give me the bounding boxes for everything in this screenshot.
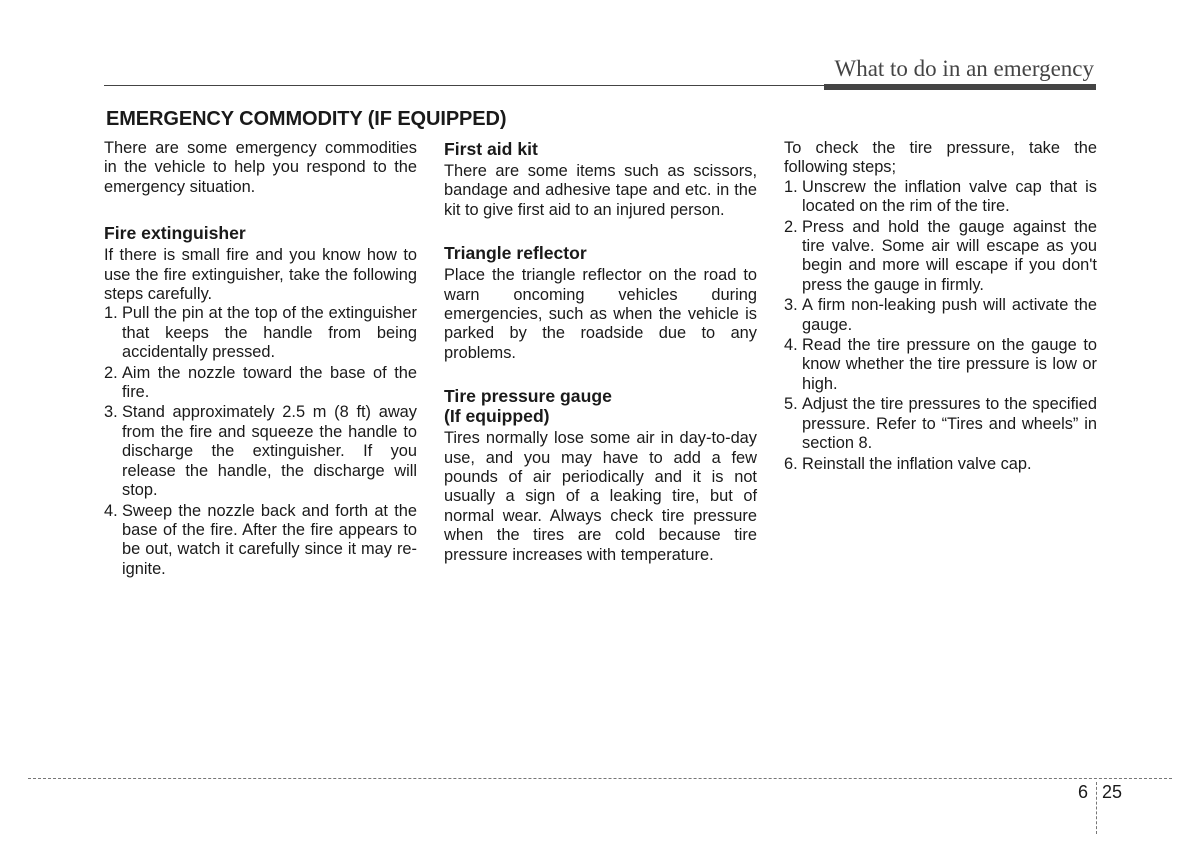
triangle-reflector-text: Place the triangle reflector on the road to warn oncoming vehicles during emergencies, such as when the vehicle is parked by the roadside due to any problems. xyxy=(444,266,757,362)
step-number: 2. xyxy=(104,363,118,382)
first-aid-kit-text: There are some items such as scissors, bandage and adhesive tape and etc. in the kit to give first aid to an injured person. xyxy=(444,162,757,219)
list-item xyxy=(104,502,417,580)
step-number: 6. xyxy=(784,454,798,473)
step-number: 1. xyxy=(784,177,798,196)
list-item xyxy=(784,178,1097,217)
step-text: Reinstall the inflation valve cap. xyxy=(802,454,1032,473)
list-item xyxy=(784,455,1097,474)
list-item xyxy=(784,296,1097,335)
list-item xyxy=(104,364,417,403)
column-middle xyxy=(444,139,757,565)
step-text: Read the tire pressure on the gauge to know whether the tire pressure is low or high. xyxy=(802,336,1097,393)
step-text: Aim the nozzle toward the base of the fire. xyxy=(122,363,417,402)
step-number: 1. xyxy=(104,304,118,323)
chapter-number: 6 xyxy=(1078,782,1089,802)
tire-check-steps xyxy=(784,178,1097,474)
list-item xyxy=(784,395,1097,453)
step-text: Unscrew the inflation valve cap that is located on the rim of the tire. xyxy=(802,177,1097,216)
list-item xyxy=(784,218,1097,296)
step-text: Pull the pin at the top of the extinguisher that keeps the handle from being accidentally pressed. xyxy=(122,304,417,362)
fire-extinguisher-heading: Fire extinguisher xyxy=(104,223,246,244)
step-text: Sweep the nozzle back and forth at the base of the fire. After the fire appears to be out, watch it carefully since it may re-ignite. xyxy=(122,501,417,578)
step-text: A firm non-leaking push will activate the gauge. xyxy=(802,296,1097,334)
step-number: 2. xyxy=(784,217,798,236)
tire-pressure-gauge-heading: Tire pressure gauge xyxy=(444,386,612,407)
fire-extinguisher-intro: If there is small fire and you know how to use the fire extinguisher, take the following steps carefully. xyxy=(104,246,417,304)
page-number-divider xyxy=(1096,782,1097,834)
tire-pressure-gauge-text: Tires normally lose some air in day-to-day use, and you may have to add a few pounds of air periodically and it is not usually a sign of a leaking tire, but of normal wear. Always check tire pressure when the tires are cold because tire pressure increases with temperature. xyxy=(444,429,757,564)
list-item xyxy=(784,336,1097,394)
step-number: 3. xyxy=(784,296,798,315)
tire-pressure-gauge-subheading: (If equipped) xyxy=(444,406,550,427)
step-text: Stand approximately 2.5 m (8 ft) away from the fire and squeeze the handle to discharge the extinguisher. If you release the handle, the discharge will stop. xyxy=(122,403,417,500)
first-aid-kit-heading: First aid kit xyxy=(444,139,538,159)
tire-check-intro: To check the tire pressure, take the following steps; xyxy=(784,139,1097,177)
step-number: 4. xyxy=(104,501,118,520)
list-item xyxy=(104,403,417,500)
footer-divider xyxy=(28,778,1172,779)
intro-paragraph: There are some emergency commodities in the vehicle to help you respond to the emergency situation. xyxy=(104,139,417,196)
step-text: Press and hold the gauge against the tire valve. Some air will escape as you begin and more will escape if you don't press the gauge in firmly. xyxy=(802,217,1097,294)
running-header-title: What to do in an emergency xyxy=(834,56,1094,81)
column-right xyxy=(784,139,1097,475)
step-number: 4. xyxy=(784,336,798,355)
list-item xyxy=(104,304,417,362)
step-text: Adjust the tire pressures to the specified pressure. Refer to “Tires and wheels” in section 8. xyxy=(802,395,1097,453)
triangle-reflector-heading: Triangle reflector xyxy=(444,243,587,264)
page-number: 25 xyxy=(1102,782,1123,802)
step-number: 3. xyxy=(104,403,118,422)
fire-extinguisher-steps xyxy=(104,304,417,579)
section-title: EMERGENCY COMMODITY (IF EQUIPPED) xyxy=(106,108,507,130)
column-left xyxy=(104,139,417,580)
step-number: 5. xyxy=(784,395,798,414)
header-rule-accent xyxy=(824,84,1096,90)
